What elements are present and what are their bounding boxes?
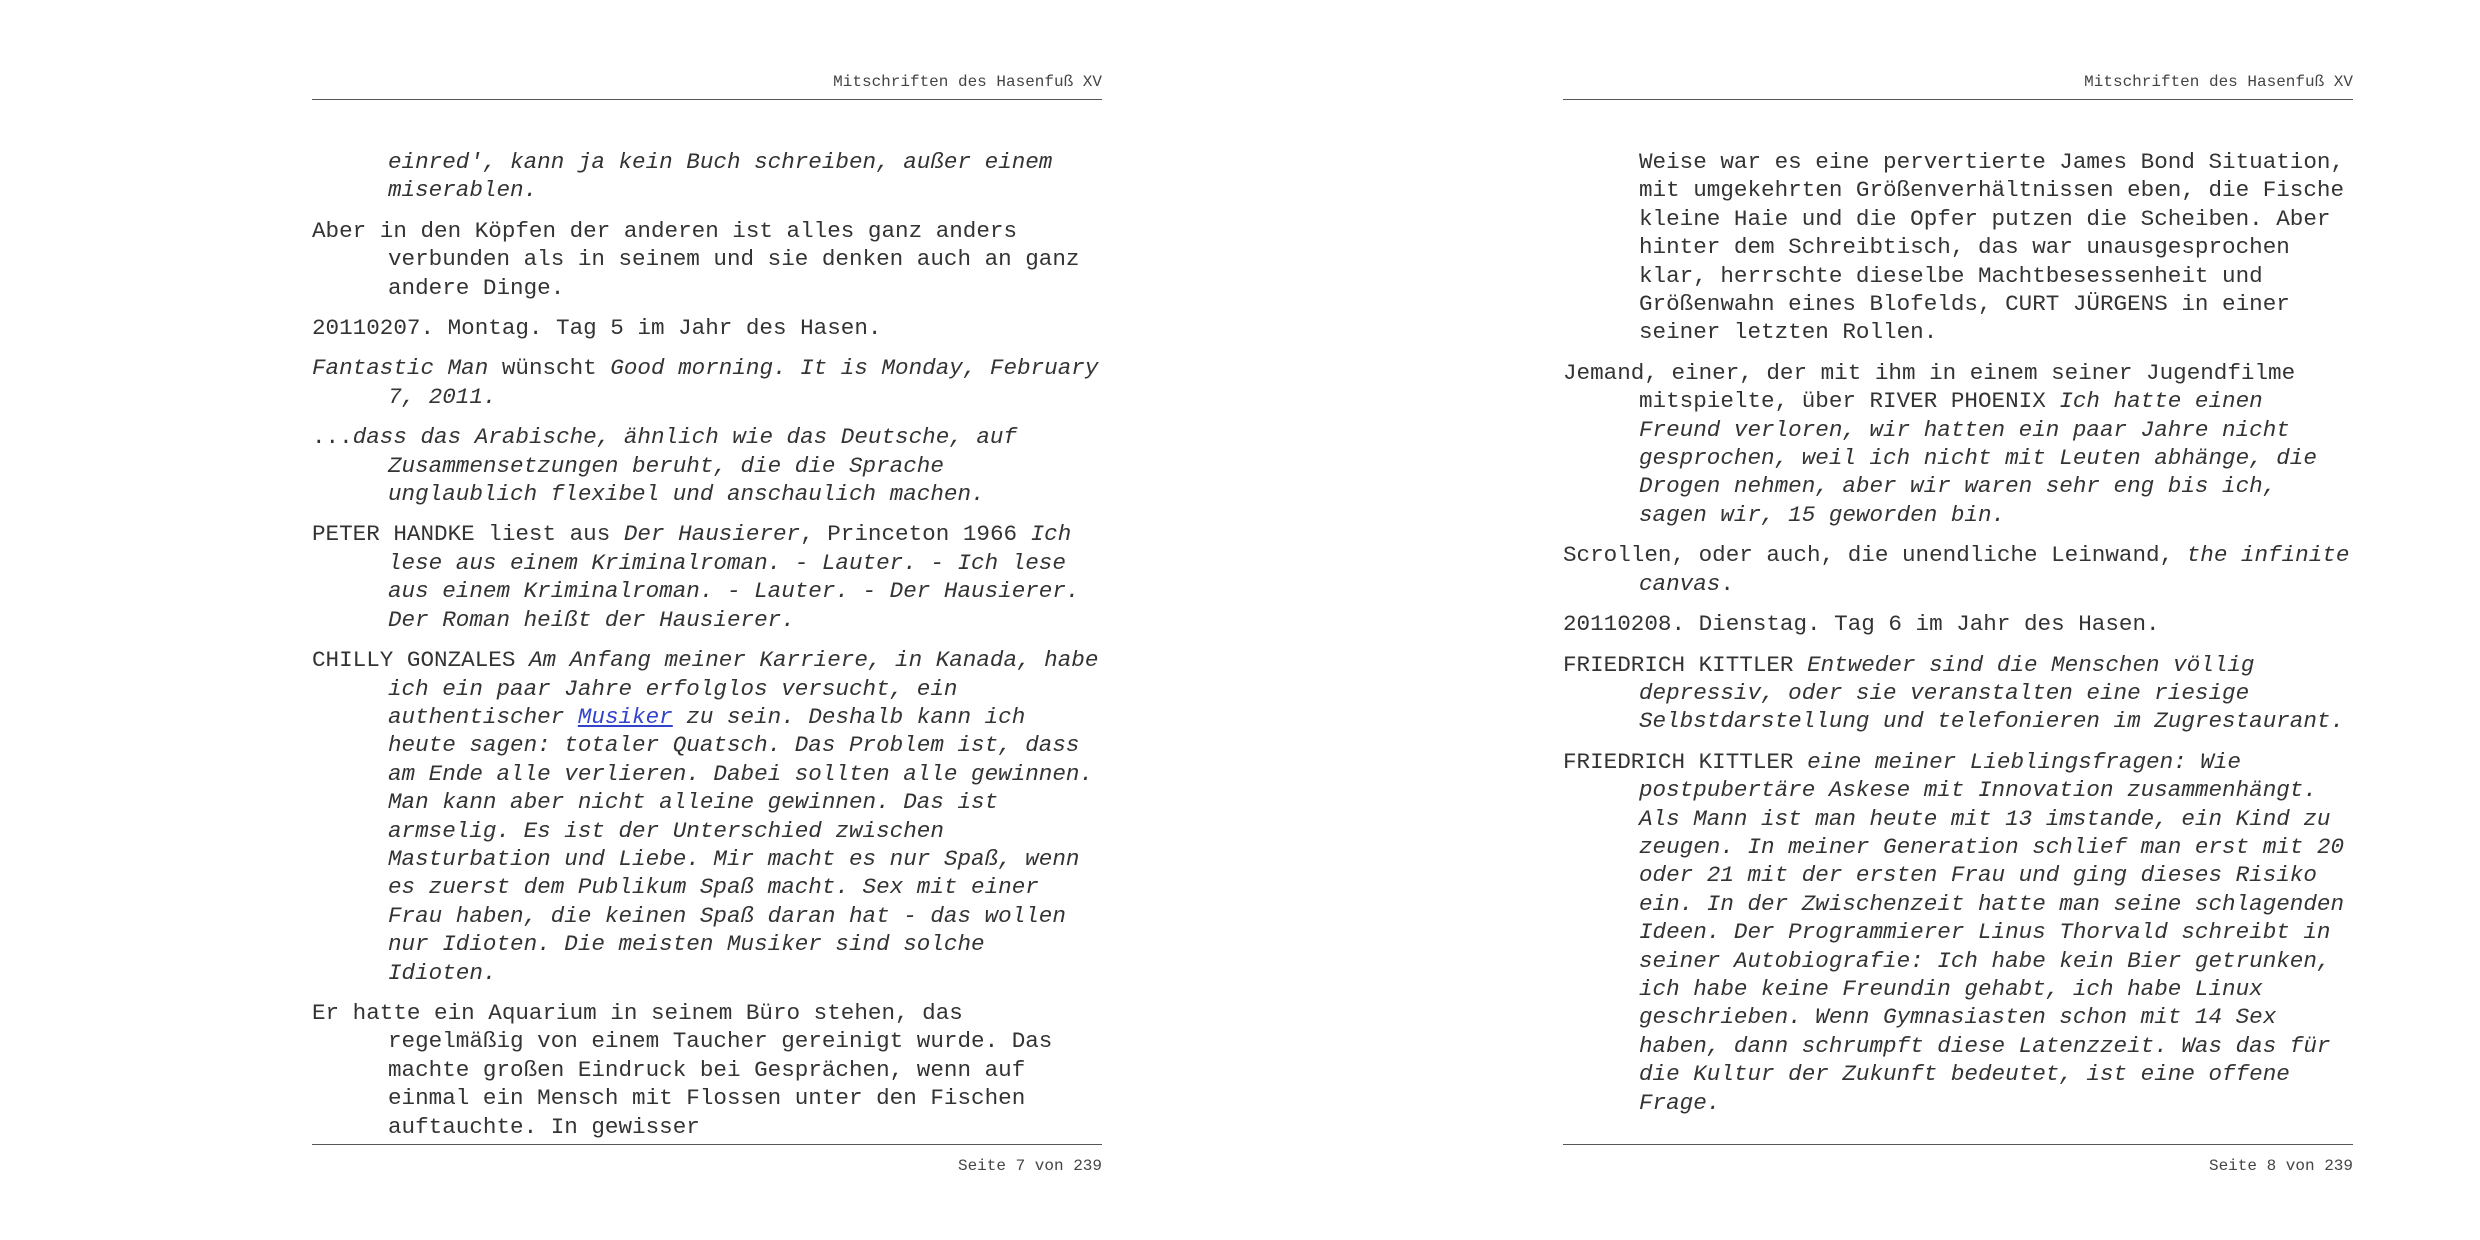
- italic-text: dass das Arabische, ähnlich wie das Deutsche, auf Zusammensetzungen beruht, die die Sprache unglaublich flexibel und anschaulich machen.: [352, 424, 1018, 508]
- italic-text: Ich lese aus einem Kriminalroman. - Lauter. - Ich lese aus einem Kriminalroman. - Lauter. - Der Hausierer. Der Roman heißt der Hausierer.: [388, 521, 1080, 633]
- italic-text: einred', kann ja kein Buch schreiben, außer einem miserablen.: [388, 149, 1053, 204]
- italic-text: Ich hatte einen Freund verloren, wir hatten ein paar Jahre nicht gesprochen, weil ich nicht mit Leuten abhänge, die Drogen nehmen, aber wir waren sehr eng bis ich, sagen wir, 15 geworden bin.: [1639, 388, 2317, 528]
- page-footer: Seite 8 von 239: [1563, 1144, 2353, 1175]
- paragraph: [312, 423, 1102, 508]
- text: .: [1720, 570, 1734, 597]
- page-footer: Seite 7 von 239: [312, 1144, 1102, 1175]
- paragraph: [312, 148, 1102, 205]
- paragraph: [1563, 748, 2353, 1117]
- text: FRIEDRICH KITTLER: [1563, 651, 1808, 678]
- paragraph: [1563, 541, 2353, 598]
- italic-text: Good morning. It is Monday, February 7, 2011.: [388, 355, 1099, 410]
- date-entry: 20110207. Montag. Tag 5 im Jahr des Hasen.: [312, 315, 882, 342]
- page-header: Mitschriften des Hasenfuß XV: [312, 73, 1102, 100]
- italic-text: eine meiner Lieblingsfragen: Wie postpubertäre Askese mit Innovation zusammenhängt. Als Mann ist man heute mit 13 imstande, ein Kind zu zeugen. In meiner Generation schlief man erst mit 20 oder 21 mit der ersten Frau und ging dieses Risiko ein. In der Zwischenzeit hatte man seine schlagenden Ideen. Der Programmierer Linus Thorvald schreibt in seiner Autobiografie: Ich habe kein Bier getrunken, ich habe keine Freundin gehabt, ich habe Linux geschrieben. Wenn Gymnasiasten schon mit 14 Sex haben, dann schrumpft diese Latenzzeit. Was das für die Kultur der Zukunft bedeutet, ist eine offene Frage.: [1639, 748, 2345, 1116]
- text: Scrollen, oder auch, die unendliche Leinwand,: [1563, 542, 2187, 569]
- page-header: Mitschriften des Hasenfuß XV: [1563, 73, 2353, 100]
- italic-text: Der Hausierer: [623, 521, 801, 548]
- italic-text: Fantastic Man: [312, 355, 489, 382]
- paragraph: [1563, 651, 2353, 736]
- date-entry: 20110208. Dienstag. Tag 6 im Jahr des Hasen.: [1563, 611, 2160, 638]
- italic-text: the infinite canvas: [1639, 542, 2350, 597]
- paragraph: Aber in den Köpfen der anderen ist alles ganz anders verbunden als in seinem und sie denken auch an ganz andere Dinge.: [312, 217, 1080, 301]
- text: FRIEDRICH KITTLER: [1563, 748, 1808, 775]
- left-page: [312, 0, 1102, 1240]
- text: wünscht: [488, 355, 611, 382]
- paragraph: [312, 646, 1102, 987]
- right-page: [1563, 0, 2353, 1240]
- text: Jemand, einer, der mit ihm in einem seiner Jugendfilme mitspielte, über RIVER PHOENIX: [1563, 359, 2296, 415]
- paragraph: Weise war es eine pervertierte James Bond Situation, mit umgekehrten Größenverhältnissen eben, die Fische kleine Haie und die Opfer putzen die Scheiben. Aber hinter dem Schreibtisch, das war unausgesprochen klar, herrschte dieselbe Machtbesessenheit und Größenwahn eines Blofelds, CURT JÜRGENS in einer seiner letzten Rollen.: [1639, 149, 2345, 346]
- text: PETER HANDKE liest aus: [312, 521, 624, 548]
- italic-text: Entweder sind die Menschen völlig depressiv, oder sie veranstalten eine riesige Selbstdarstellung und telefonieren im Zugrestaurant.: [1639, 651, 2345, 735]
- paragraph: [312, 520, 1102, 634]
- text: CHILLY GONZALES: [312, 647, 529, 674]
- italic-text: Am Anfang meiner Karriere, in Kanada, habe ich ein paar Jahre erfolglos versucht, ein authentischer: [388, 647, 1099, 730]
- italic-text: zu sein. Deshalb kann ich heute sagen: totaler Quatsch. Das Problem ist, dass am Ende alle verlieren. Dabei sollten alle gewinnen. Man kann aber nicht alleine gewinnen. Das ist armselig. Es ist der Unterschied zwischen Masturbation und Liebe. Mir macht es nur Spaß, wenn es zuerst dem Publikum Spaß macht. Sex mit einer Frau haben, die keinen Spaß daran hat - das wollen nur Idioten. Die meisten Musiker sind solche Idioten.: [388, 703, 1094, 986]
- page-body: [1563, 148, 2353, 1129]
- musiker-link[interactable]: Musiker: [577, 703, 673, 730]
- text: , Princeton 1966: [800, 521, 1031, 548]
- paragraph: [312, 354, 1102, 411]
- paragraph: [1563, 359, 2353, 529]
- paragraph: Er hatte ein Aquarium in seinem Büro stehen, das regelmäßig von einem Taucher gereinigt wurde. Das machte großen Eindruck bei Gesprächen, wenn auf einmal ein Mensch mit Flossen unter den Fischen auftauchte. In gewisser: [312, 999, 1053, 1140]
- page-body: [312, 148, 1102, 1153]
- text: ...: [312, 424, 353, 451]
